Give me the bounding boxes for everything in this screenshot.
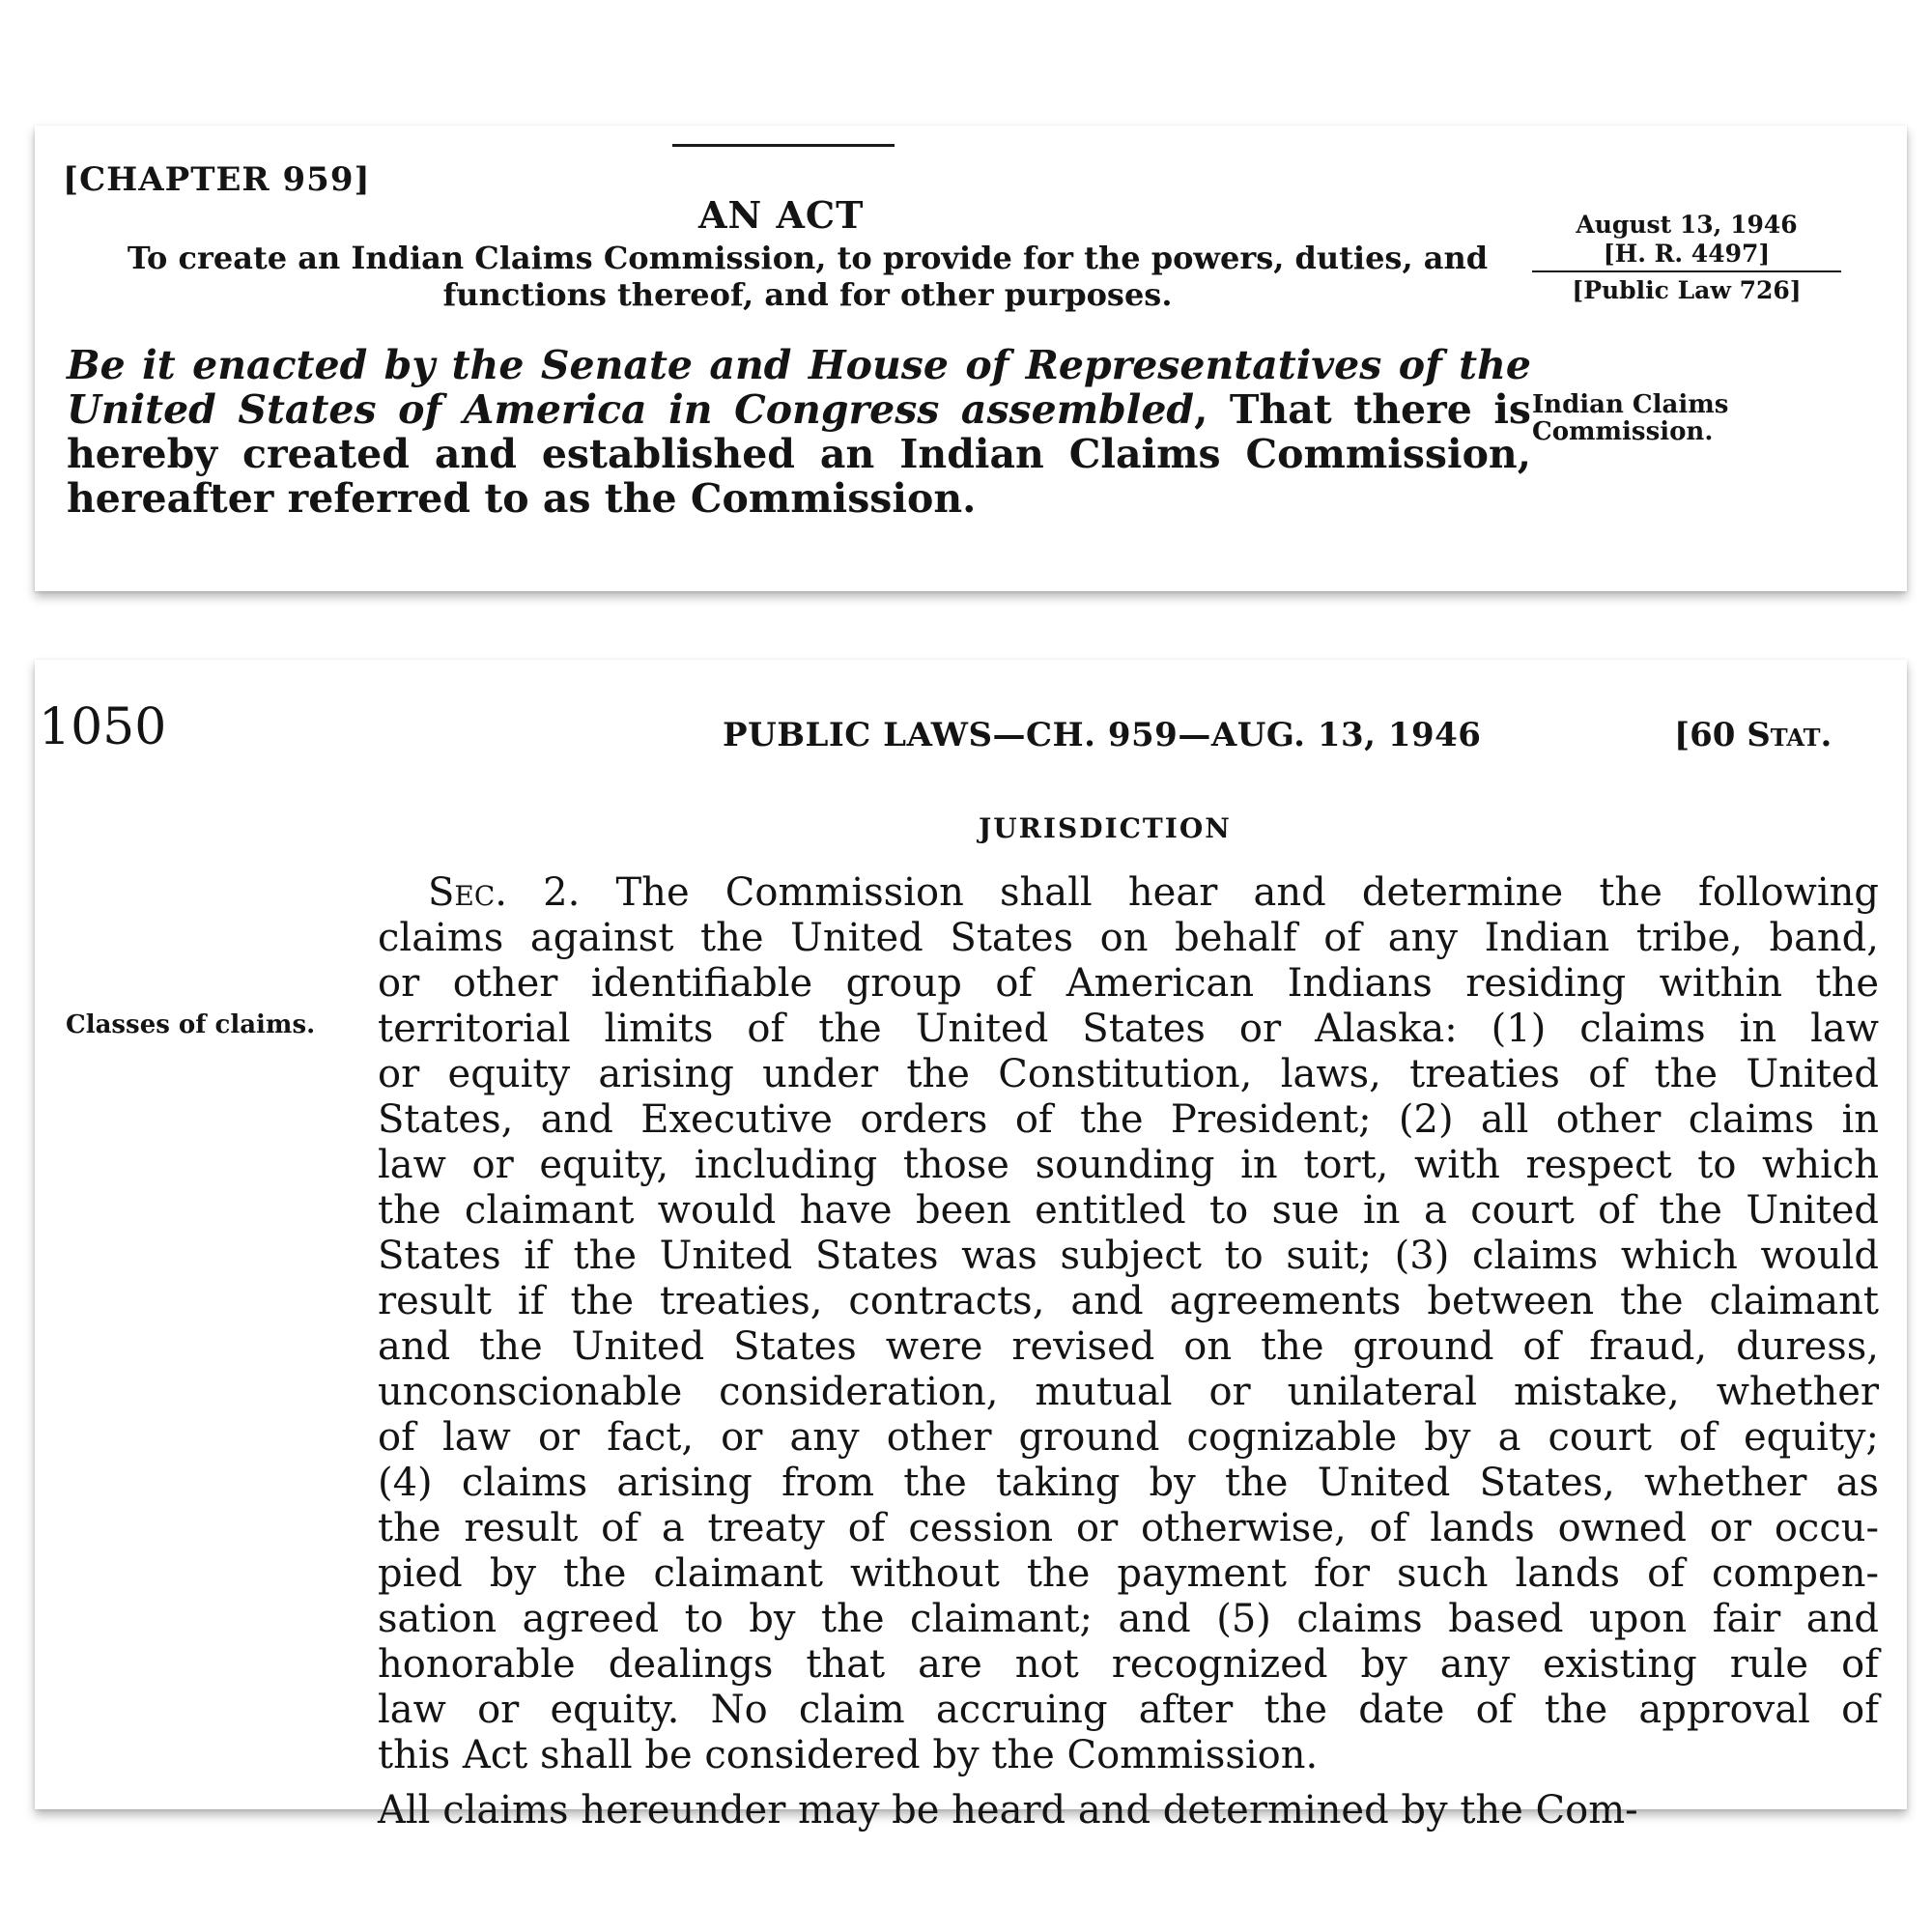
margin-note-classes: Classes of claims. xyxy=(66,1010,316,1039)
enacting-clause xyxy=(67,343,1531,521)
text-line: States, and Executive orders of the President; (2) all other claims in xyxy=(378,1097,1879,1142)
text-line: this Act shall be considered by the Commission. xyxy=(378,1733,1319,1777)
text-line: honorable dealings that are not recognized by any existing rule of xyxy=(378,1642,1879,1687)
section-heading: JURISDICTION xyxy=(979,812,1232,844)
running-head: PUBLIC LAWS—CH. 959—AUG. 13, 1946 xyxy=(723,716,1482,754)
text-line: sation agreed to by the claimant; and (5) claims based upon fair and xyxy=(378,1597,1879,1641)
text-line: pied by the claimant without the payment for such lands of compen- xyxy=(378,1551,1879,1596)
cutoff-next-paragraph: All claims hereunder may be heard and determined by the Com- xyxy=(378,1788,1638,1833)
enacting-provision: , That there is hereby created and established an Indian Claims Commission, hereafter referred to as the Commission. xyxy=(67,386,1531,522)
chapter-number: [CHAPTER 959] xyxy=(63,160,371,199)
text-line: and the United States were revised on the ground of fraud, duress, xyxy=(378,1324,1879,1369)
enactment-reference xyxy=(1532,211,1841,305)
statute-reference-volume: [60 xyxy=(1674,716,1747,754)
text-line: claims against the United States on behalf of any Indian tribe, band, xyxy=(378,916,1879,960)
reference-rule xyxy=(1532,270,1841,272)
text-line: or equity arising under the Constitution, laws, treaties of the United xyxy=(378,1052,1879,1096)
act-header-panel xyxy=(35,126,1907,591)
text-line: result if the treaties, contracts, and agreements between the claimant xyxy=(378,1279,1879,1323)
text-line: Sec. 2. The Commission shall hear and determine the following xyxy=(428,870,1879,915)
act-purpose: To create an Indian Claims Commission, to provide for the powers, duties, and functions thereof, and for other purposes. xyxy=(127,240,1489,313)
margin-note-commission: Indian Claims Commission. xyxy=(1532,390,1729,446)
page-number: 1050 xyxy=(39,698,167,756)
enacting-formula: Be it enacted by the Senate and House of Representatives of the United States of America in Congress assembled xyxy=(67,342,1531,433)
text-line: law or equity, including those sounding in tort, with respect to which xyxy=(378,1143,1879,1187)
text-line: the result of a treaty of cession or otherwise, of lands owned or occu- xyxy=(378,1506,1879,1550)
text-line: the claimant would have been entitled to sue in a court of the United xyxy=(378,1188,1879,1233)
text-line: (4) claims arising from the taking by the United States, whether as xyxy=(378,1461,1879,1505)
text-line: territorial limits of the United States or Alaska: (1) claims in law xyxy=(378,1007,1879,1051)
statute-reference xyxy=(1674,716,1832,754)
statute-reference-word: Stat. xyxy=(1747,716,1833,754)
statute-page-panel xyxy=(35,660,1907,1833)
text-line: or other identifiable group of American Indians residing within the xyxy=(378,961,1879,1006)
text-line: law or equity. No claim accruing after the date of the approval of xyxy=(378,1688,1879,1732)
text-line: unconscionable consideration, mutual or unilateral mistake, whether xyxy=(378,1370,1879,1414)
section-2-text xyxy=(378,870,1879,1778)
act-title: AN ACT xyxy=(698,193,865,237)
header-rule xyxy=(672,144,895,147)
enactment-date: August 13, 1946 xyxy=(1576,211,1798,239)
text-line: of law or fact, or any other ground cognizable by a court of equity; xyxy=(378,1415,1879,1460)
section-label: Sec. xyxy=(428,870,507,915)
public-law-number: [Public Law 726] xyxy=(1572,276,1802,304)
bill-number: [H. R. 4497] xyxy=(1603,240,1771,268)
text-line: States if the United States was subject to suit; (3) claims which would xyxy=(378,1234,1879,1278)
